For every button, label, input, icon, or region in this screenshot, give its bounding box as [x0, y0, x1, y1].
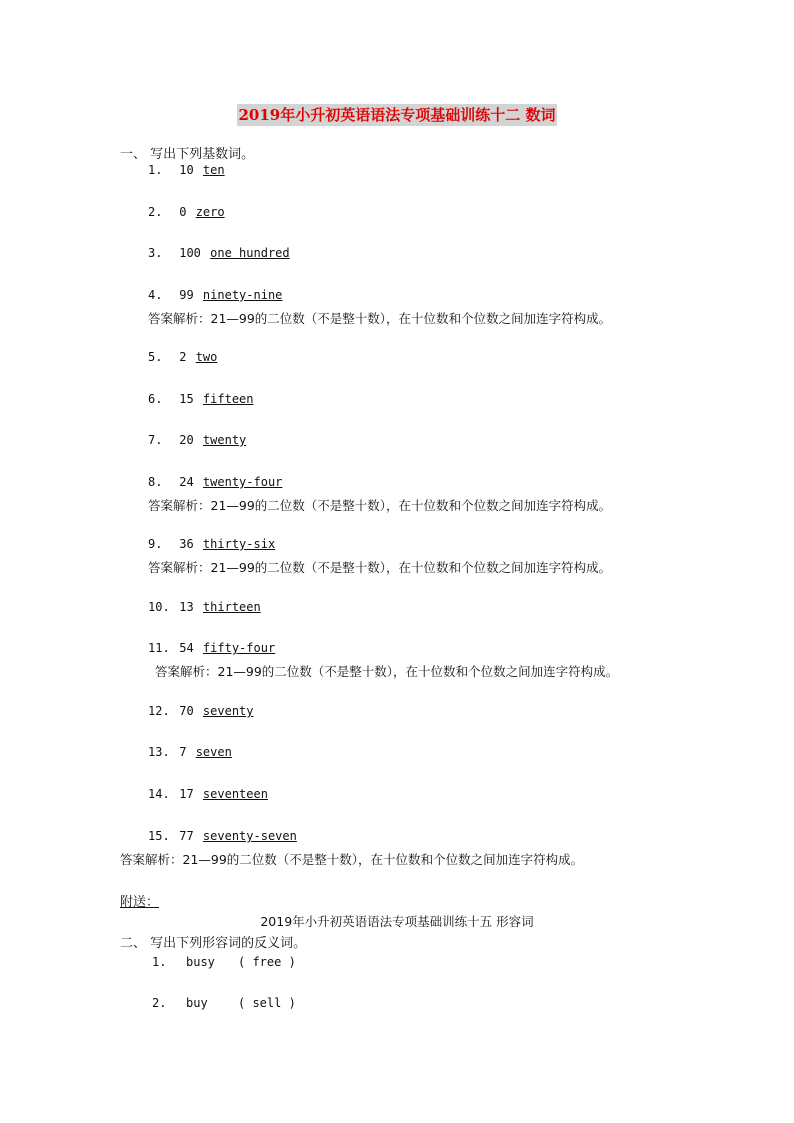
- item-12: 12. 70 seventy: [148, 704, 254, 718]
- question: 10: [179, 163, 194, 177]
- item-2: 2. 0 zero: [148, 205, 225, 219]
- question: 99: [179, 288, 194, 302]
- item-4: 4. 99 ninety-nine: [148, 288, 283, 302]
- item-6: 6. 15 fifteen: [148, 392, 254, 406]
- item-5: 5. 2 two: [148, 350, 218, 364]
- item-15: 15. 77 seventy-seven: [148, 829, 297, 843]
- answer: thirteen: [202, 600, 261, 614]
- question: 15: [179, 392, 194, 406]
- answer: twenty-four: [202, 475, 283, 489]
- item-9: 9. 36 thirty-six: [148, 537, 276, 551]
- question: 7: [179, 745, 187, 759]
- answer-explanation: 答案解析：21—99的二位数（不是整十数），在十位数和个位数之间加连字符构成。: [155, 664, 619, 679]
- question: 54: [179, 641, 194, 655]
- answer-explanation: 答案解析：21—99的二位数（不是整十数），在十位数和个位数之间加连字符构成。: [148, 498, 612, 513]
- item-1: 1. 10 ten: [148, 163, 225, 177]
- answer: seventy: [202, 704, 254, 718]
- adjective-item-1: 1. busy ( free ): [152, 955, 296, 969]
- item-10: 10. 13 thirteen: [148, 600, 261, 614]
- adjective-word: buy: [186, 996, 208, 1010]
- adjective-word: busy: [186, 955, 215, 969]
- answer: two: [195, 350, 218, 364]
- question: 77: [179, 829, 194, 843]
- subtitle: 2019年小升初英语语法专项基础训练十五 形容词: [260, 914, 534, 929]
- answer: thirty-six: [202, 537, 276, 551]
- answer: fifteen: [202, 392, 254, 406]
- answer: twenty: [202, 433, 247, 447]
- attachment-label: 附送：: [120, 895, 160, 910]
- page-title: 2019年小升初英语语法专项基础训练十二 数词: [238, 106, 556, 124]
- item-11: 11. 54 fifty-four: [148, 641, 276, 655]
- answer: zero: [195, 205, 225, 219]
- answer-explanation: 答案解析：21—99的二位数（不是整十数），在十位数和个位数之间加连字符构成。: [120, 852, 584, 867]
- answer: ten: [202, 163, 225, 177]
- item-7: 7. 20 twenty: [148, 433, 247, 447]
- adjective-item-2: 2. buy ( sell ): [152, 996, 296, 1010]
- question: 13: [179, 600, 194, 614]
- section-2-heading: 二、 写出下列形容词的反义词。: [120, 936, 307, 951]
- title-container: [0, 104, 794, 126]
- question: 100: [179, 246, 201, 260]
- question: 2: [179, 350, 187, 364]
- answer-explanation: 答案解析：21—99的二位数（不是整十数），在十位数和个位数之间加连字符构成。: [148, 560, 612, 575]
- answer-explanation: 答案解析：21—99的二位数（不是整十数），在十位数和个位数之间加连字符构成。: [148, 311, 612, 326]
- adjective-answer: ( sell ): [238, 996, 296, 1010]
- item-14: 14. 17 seventeen: [148, 787, 268, 801]
- section-1-heading: 一、 写出下列基数词。: [120, 147, 255, 162]
- question: 36: [179, 537, 194, 551]
- item-8: 8. 24 twenty-four: [148, 475, 283, 489]
- question: 0: [179, 205, 187, 219]
- item-3: 3. 100 one hundred: [148, 246, 290, 260]
- question: 20: [179, 433, 194, 447]
- question: 70: [179, 704, 194, 718]
- answer: ninety-nine: [202, 288, 283, 302]
- adjective-answer: ( free ): [238, 955, 296, 969]
- question: 24: [179, 475, 194, 489]
- answer: seven: [195, 745, 232, 759]
- answer: one hundred: [210, 246, 290, 260]
- answer: fifty-four: [202, 641, 276, 655]
- answer: seventy-seven: [202, 829, 297, 843]
- answer: seventeen: [202, 787, 268, 801]
- question: 17: [179, 787, 194, 801]
- item-13: 13. 7 seven: [148, 745, 232, 759]
